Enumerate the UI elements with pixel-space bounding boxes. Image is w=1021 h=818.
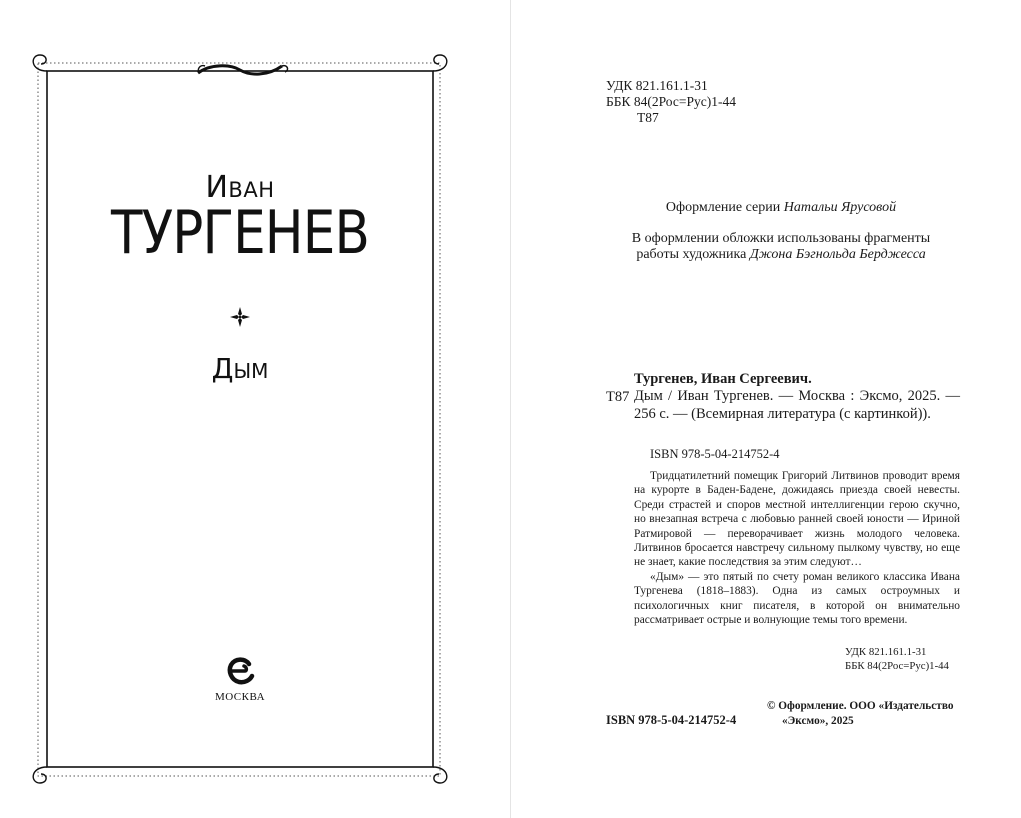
cover-credit-prefix: работы художника — [636, 247, 750, 262]
classification-codes-small — [845, 645, 949, 673]
cover-credit-line1: В оформлении обложки использованы фрагменты — [631, 231, 931, 246]
author-mark: Т87 — [637, 110, 659, 125]
isbn-bottom: ISBN 978-5-04-214752-4 — [606, 713, 737, 727]
cover-credit — [571, 231, 991, 263]
bbk-code: ББК 84(2Рос=Рус)1-44 — [606, 94, 736, 109]
annotation-paragraph-1: Тридцатилетний помещик Григорий Литвинов проводит время на курорте в Баден-Бадене, дожидаясь приезда своей невесты. Среди страстей и споров местной интеллигенции герою скучно, но внезапная встреча с любовью ранней своей юности — Ириной Ратмировой — переворачивает жизнь молодого человека. Литвинов бросается навстречу сильному пылкому чувству, но еще не знает, какие последствия за этим следуют… — [634, 470, 960, 569]
publisher-city: МОСКВА — [214, 691, 266, 703]
four-petal-ornament-icon — [228, 305, 252, 329]
copyright-line2: «Эксмо», 2025 — [782, 715, 854, 727]
classification-codes — [606, 78, 736, 126]
series-design-label: Оформление серии — [665, 200, 784, 215]
copyright-notice — [767, 699, 954, 729]
udk-code: УДК 821.161.1-31 — [606, 78, 708, 93]
bibliographic-code: Т87 — [606, 389, 630, 405]
right-page — [511, 0, 1021, 818]
book-title: Дым — [211, 352, 269, 385]
series-design-credit — [571, 200, 991, 216]
cover-artist: Джона Бэгнольда Берджесса — [749, 247, 926, 262]
bbk-code-small: ББК 84(2Рос=Рус)1-44 — [845, 660, 949, 672]
author-first-name: Иван — [205, 170, 275, 205]
annotation — [634, 469, 960, 627]
cover-credit-line2 — [571, 247, 991, 263]
eksmo-logo-icon — [223, 654, 257, 688]
copyright-line1: © Оформление. ООО «Издательство — [767, 700, 954, 712]
bibliographic-author: Тургенев, Иван Сергеевич. — [634, 371, 812, 387]
annotation-paragraph-2: «Дым» — это пятый по счету роман великого классика Ивана Тургенева (1818–1883). Одна из самых остроумных и психологичных книг писателя, в которой он внимательно рассматривает острые и волнующие темы того времени. — [634, 570, 960, 627]
isbn-line: ISBN 978-5-04-214752-4 — [650, 447, 780, 461]
udk-code-small: УДК 821.161.1-31 — [845, 646, 927, 658]
left-page — [0, 0, 510, 818]
author-last-name: ТУРГЕНЕВ — [110, 198, 370, 268]
series-designer: Натальи Ярусовой — [783, 200, 897, 215]
bibliographic-description: Дым / Иван Тургенев. — Москва : Эксмо, 2025. — 256 с. — (Всемирная литература (с картинкой)). — [634, 388, 960, 422]
